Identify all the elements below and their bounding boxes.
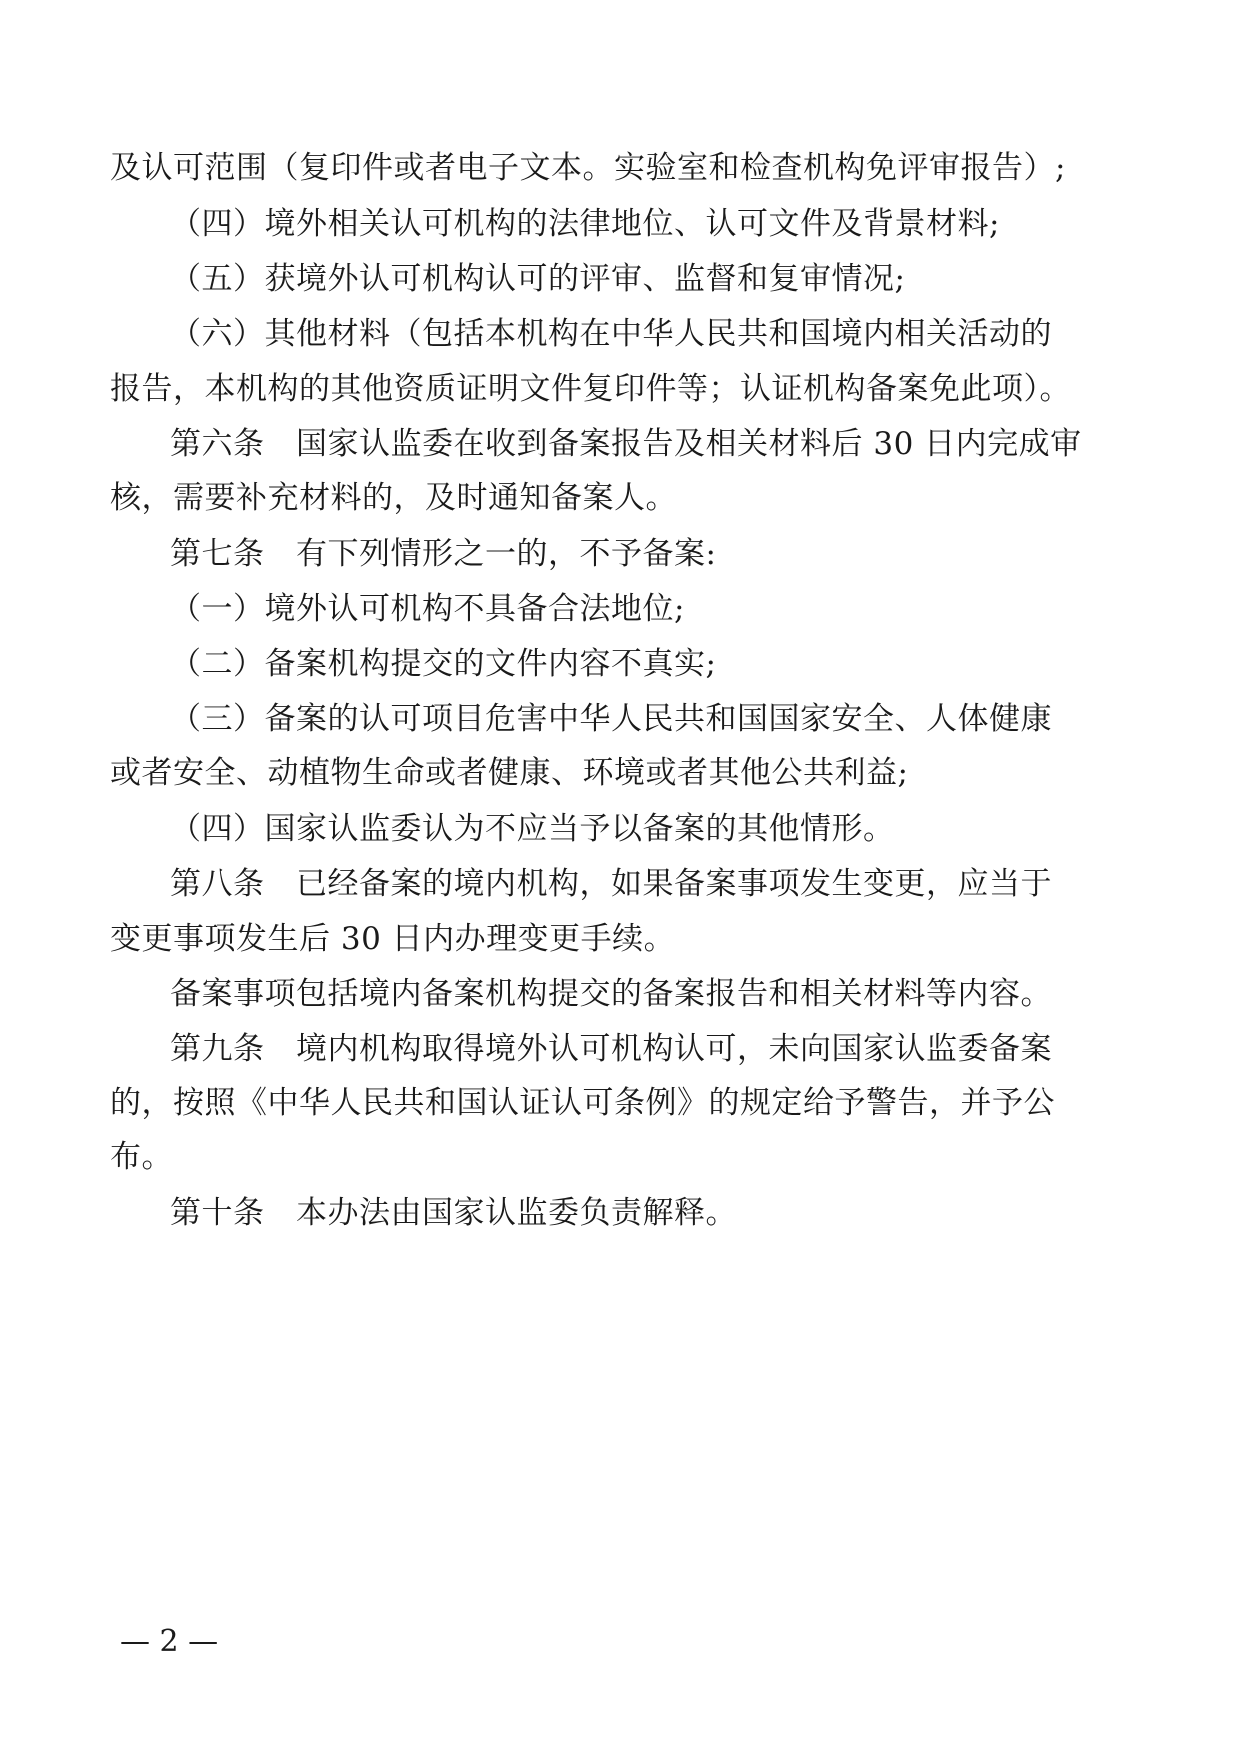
text-line-19: 布。 bbox=[110, 1139, 173, 1175]
text-line-13: （四）国家认监委认为不应当予以备案的其他情形。 bbox=[170, 811, 895, 847]
text-line-16: 备案事项包括境内备案机构提交的备案报告和相关材料等内容。 bbox=[170, 976, 1052, 1012]
text-line-6: 第六条 国家认监委在收到备案报告及相关材料后 30 日内完成审 bbox=[170, 426, 1082, 462]
text-line-3: （五）获境外认可机构认可的评审、监督和复审情况; bbox=[170, 261, 906, 297]
text-line-10: （二）备案机构提交的文件内容不真实; bbox=[170, 646, 717, 682]
text-line-15: 变更事项发生后 30 日内办理变更手续。 bbox=[110, 921, 676, 957]
text-line-14: 第八条 已经备案的境内机构，如果备案事项发生变更，应当于 bbox=[170, 866, 1052, 902]
page-number: — 2 — bbox=[120, 1624, 219, 1659]
text-line-2: （四）境外相关认可机构的法律地位、认可文件及背景材料; bbox=[170, 206, 1000, 242]
text-line-9: （一）境外认可机构不具备合法地位; bbox=[170, 591, 685, 627]
text-line-4: （六）其他材料（包括本机构在中华人民共和国境内相关活动的 bbox=[170, 316, 1052, 352]
text-line-17: 第九条 境内机构取得境外认可机构认可，未向国家认监委备案 bbox=[170, 1031, 1052, 1067]
text-line-12: 或者安全、动植物生命或者健康、环境或者其他公共利益; bbox=[110, 755, 909, 791]
text-line-18: 的，按照《中华人民共和国认证认可条例》的规定给予警告，并予公 bbox=[110, 1085, 1055, 1121]
text-line-1: 及认可范围（复印件或者电子文本。实验室和检查机构免评审报告）; bbox=[110, 150, 1066, 186]
text-line-20: 第十条 本办法由国家认监委负责解释。 bbox=[170, 1195, 737, 1231]
text-line-7: 核，需要补充材料的，及时通知备案人。 bbox=[110, 480, 677, 516]
text-line-5: 报告，本机构的其他资质证明文件复印件等；认证机构备案免此项）。 bbox=[110, 371, 1071, 407]
text-line-8: 第七条 有下列情形之一的，不予备案: bbox=[170, 536, 717, 572]
text-line-11: （三）备案的认可项目危害中华人民共和国国家安全、人体健康 bbox=[170, 701, 1052, 737]
